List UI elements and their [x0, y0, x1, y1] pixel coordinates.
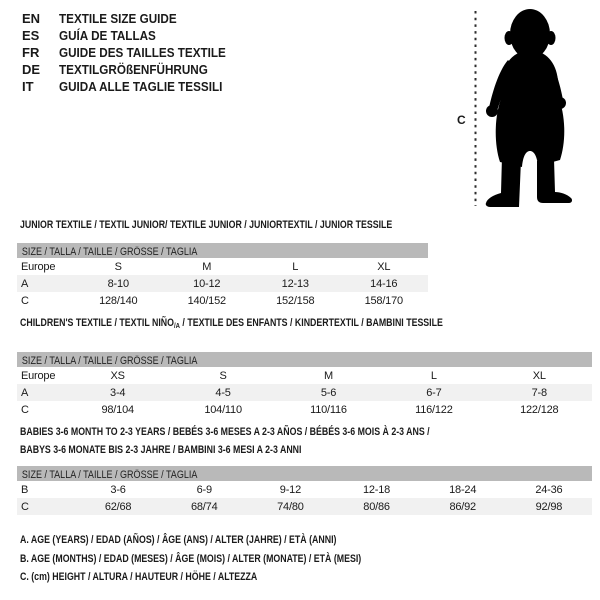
value-cell: L	[430, 369, 437, 382]
babies-title-line-1: BABIES 3-6 MONTH TO 2-3 YEARS / BEBÉS 3-6 MESES A 2-3 AÑOS / BÉBÉS 3-6 MOIS À 2-3 ANS /	[20, 426, 430, 438]
note-height	[20, 568, 447, 587]
value-cell: 128/140	[99, 294, 138, 307]
guide-title: GUIDE DES TAILLES TEXTILE	[59, 45, 226, 60]
value-cell: 10-12	[193, 277, 221, 290]
value-cell: 74/80	[277, 500, 304, 513]
value-cell: M	[323, 369, 333, 382]
value-cell: 140/152	[187, 294, 226, 307]
value-cell: 104/110	[204, 403, 242, 416]
size-header-text: SIZE / TALLA / TAILLE / GRÖSSE / TAGLIA	[21, 355, 198, 367]
size-header-bar	[17, 352, 592, 367]
value-cell: 12-13	[281, 277, 309, 290]
children-title-sub: /A	[173, 321, 180, 330]
table-row	[17, 498, 592, 515]
row-label-cell: C	[21, 500, 29, 513]
language-code: DE	[22, 62, 41, 77]
value-cell: 62/68	[104, 500, 132, 513]
babies-table	[17, 481, 592, 515]
row-label-cell: A	[21, 386, 29, 399]
value-cell: XS	[110, 369, 125, 382]
value-cell: 80/86	[363, 500, 390, 513]
note-age-months	[20, 550, 447, 569]
value-cell: 18-24	[449, 483, 477, 496]
value-cell: 158/170	[364, 294, 403, 307]
size-header-bar	[17, 466, 592, 481]
children-table	[17, 367, 592, 418]
row-label-cell: C	[21, 294, 29, 307]
value-cell: 5-6	[320, 386, 337, 399]
babies-size-table	[17, 466, 592, 515]
language-row	[22, 61, 244, 78]
guide-title: TEXTILGRÖßENFÜHRUNG	[59, 62, 208, 77]
babies-section-title	[20, 424, 532, 459]
value-cell: XL	[377, 260, 391, 273]
table-row	[17, 258, 428, 275]
size-header-text: SIZE / TALLA / TAILLE / GRÖSSE / TAGLIA	[21, 246, 198, 258]
children-title-pre: CHILDREN'S TEXTILE / TEXTIL NIÑO	[20, 317, 174, 329]
value-cell: 92/98	[535, 500, 563, 513]
children-size-table	[17, 352, 592, 418]
value-cell: 6-7	[426, 386, 442, 399]
table-row	[17, 401, 592, 418]
language-code: EN	[22, 11, 41, 26]
value-cell: 3-6	[110, 483, 126, 496]
table-row	[17, 367, 592, 384]
value-cell: 4-5	[215, 386, 231, 399]
table-row	[17, 292, 428, 309]
height-measure-figure	[452, 4, 598, 212]
value-cell: 12-18	[362, 483, 391, 496]
junior-section-title	[20, 219, 485, 231]
size-header-bar	[17, 243, 428, 258]
language-row	[22, 44, 244, 61]
language-code: ES	[22, 28, 40, 43]
note-age-months-text: B. AGE (MONTHS) / EDAD (MESES) / ÂGE (MOIS) / ALTER (MONATE) / ETÀ (MESI)	[20, 552, 362, 565]
value-cell: 68/74	[190, 500, 218, 513]
guide-title: GUIDA ALLE TAGLIE TESSILI	[59, 79, 223, 94]
value-cell: 14-16	[370, 277, 398, 290]
babies-title-line-2: BABYS 3-6 MONATE BIS 2-3 JAHRE / BAMBINI 3-6 MESI A 2-3 ANNI	[20, 443, 302, 456]
value-cell: 122/128	[520, 403, 559, 416]
value-cell: 6-9	[196, 483, 212, 496]
junior-size-table	[17, 243, 428, 309]
junior-section-title-text: JUNIOR TEXTILE / TEXTIL JUNIOR/ TEXTILE JUNIOR / JUNIORTEXTIL / JUNIOR TESSILE	[20, 219, 393, 231]
height-label: C	[457, 113, 466, 127]
value-cell: 7-8	[531, 386, 547, 399]
value-cell: 9-12	[279, 483, 301, 496]
value-cell: 24-36	[535, 483, 563, 496]
value-cell: 8-10	[107, 277, 129, 290]
legend-notes	[20, 531, 447, 587]
note-height-text: C. (cm) HEIGHT / ALTURA / HAUTEUR / HÖHE / ALTEZZA	[20, 571, 258, 583]
value-cell: M	[202, 260, 212, 273]
size-header-text: SIZE / TALLA / TAILLE / GRÖSSE / TAGLIA	[21, 469, 198, 481]
table-row	[17, 275, 428, 292]
value-cell: S	[114, 260, 122, 273]
row-label-cell: A	[21, 277, 29, 290]
table-row	[17, 384, 592, 401]
children-section-title-text	[20, 317, 443, 329]
value-cell: 3-4	[110, 386, 126, 399]
children-section-title	[20, 317, 549, 329]
junior-table	[17, 258, 428, 309]
table-row	[17, 481, 592, 498]
value-cell: 110/116	[310, 403, 347, 416]
baby-silhouette-icon	[486, 9, 572, 207]
note-age-years-text: A. AGE (YEARS) / EDAD (AÑOS) / ÂGE (ANS) / ALTER (JAHRE) / ETÀ (ANNI)	[20, 534, 337, 546]
row-label-cell: B	[21, 483, 29, 496]
language-code: IT	[22, 79, 34, 94]
value-cell: L	[292, 260, 299, 273]
value-cell: 116/122	[415, 403, 453, 416]
language-title-list	[22, 10, 244, 95]
value-cell: XL	[532, 369, 546, 382]
row-label-cell: Europe	[21, 369, 56, 382]
value-cell: S	[219, 369, 227, 382]
row-label-cell: C	[21, 403, 29, 416]
language-code: FR	[22, 45, 40, 60]
guide-title: TEXTILE SIZE GUIDE	[59, 11, 177, 26]
value-cell: 86/92	[449, 500, 476, 513]
language-row	[22, 78, 244, 95]
children-title-post: / TEXTILE DES ENFANTS / KINDERTEXTIL / BAMBINI TESSILE	[179, 317, 443, 329]
language-row	[22, 27, 244, 44]
language-row	[22, 10, 244, 27]
value-cell: 98/104	[101, 403, 134, 416]
value-cell: 152/158	[276, 294, 315, 307]
note-age-years	[20, 531, 447, 550]
guide-title: GUÍA DE TALLAS	[59, 28, 156, 43]
baby-figure-svg	[452, 4, 598, 212]
row-label-cell: Europe	[21, 260, 56, 273]
